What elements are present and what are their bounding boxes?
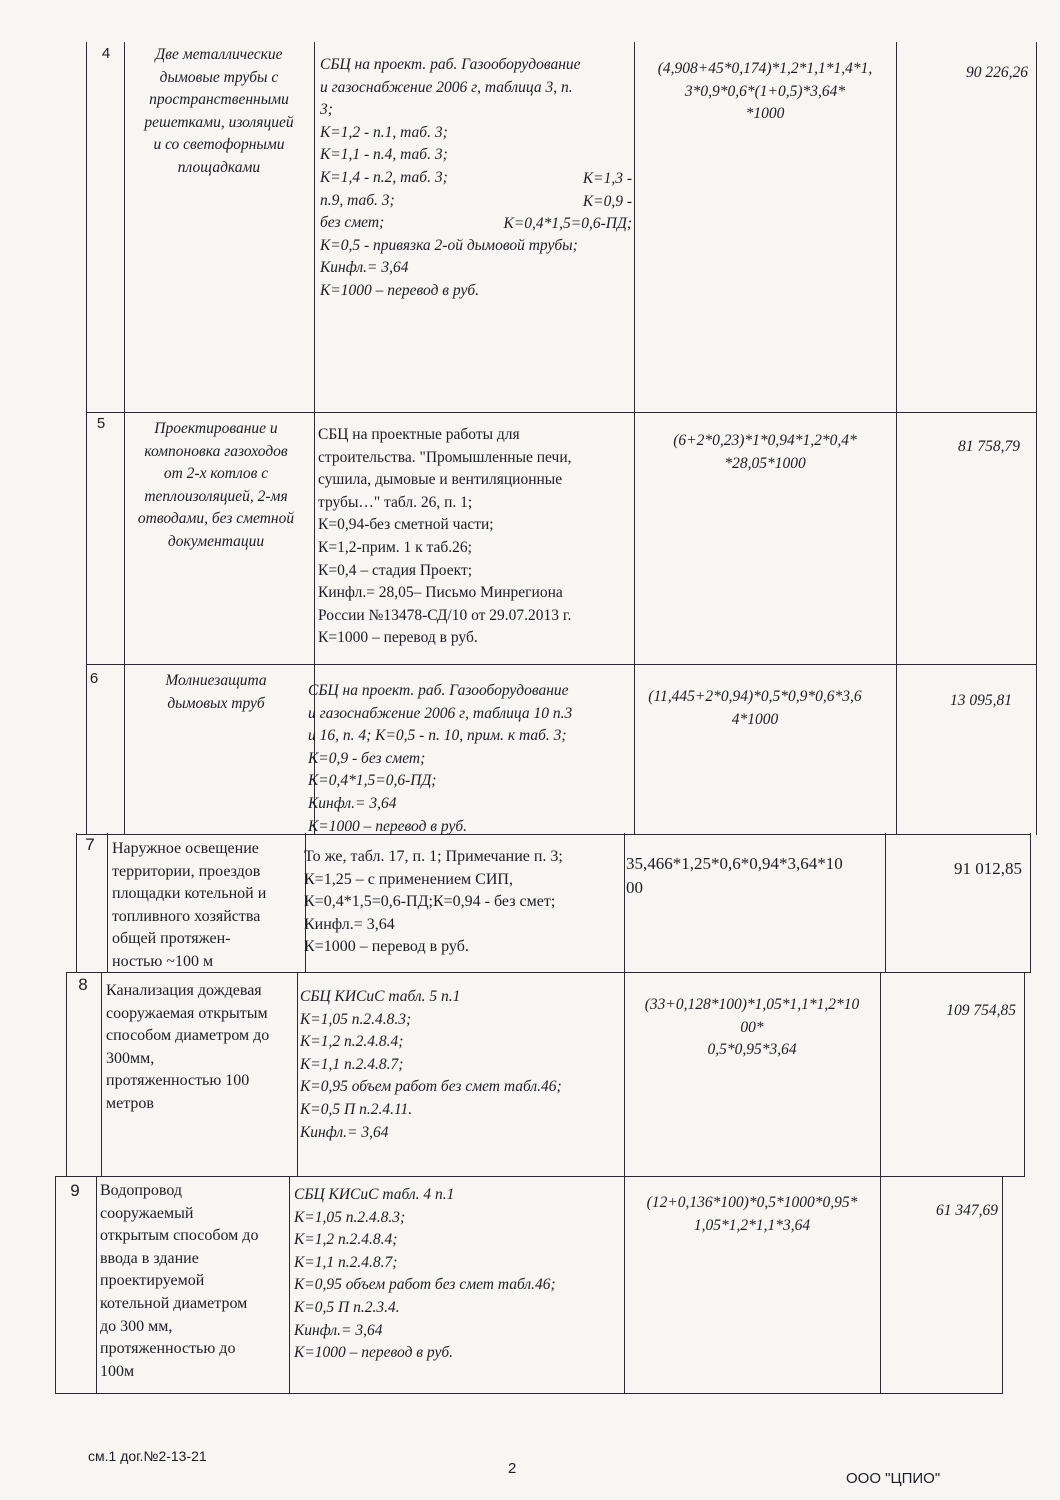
text-line: К=0,95 объем работ без смет табл.46;	[294, 1276, 556, 1294]
text-line: К=1,25 – с применением СИП,	[304, 870, 513, 888]
grid-line	[55, 1393, 1003, 1394]
page-number: 2	[508, 1460, 517, 1477]
calculation	[626, 994, 878, 1062]
text-line: общей протяжен-	[112, 930, 231, 948]
text-line: К=1,2 - п.1, таб. 3;	[320, 123, 448, 141]
text-line: К=1,3 -	[582, 170, 632, 187]
cost-value: 91 012,85	[954, 859, 1022, 878]
grid-line	[86, 412, 1037, 413]
text-line: решетками, изоляцией	[144, 113, 294, 131]
grid-line	[107, 833, 108, 973]
text-line: К=0,9 - без смет;	[308, 749, 426, 767]
text-line: 1,05*1,2*1,1*3,64	[693, 1216, 811, 1234]
text-line: К=1000 – перевод в руб.	[308, 817, 467, 835]
grid-line	[1002, 1176, 1003, 1394]
text-line: СБЦ КИСиС табл. 5 п.1	[300, 988, 461, 1005]
text-line: К=1,2 п.2.4.8.4;	[294, 1231, 398, 1249]
text-line: К=1000 – перевод в руб.	[304, 938, 469, 956]
text-line: протяженностью до	[100, 1340, 236, 1358]
text-line: К=1,2-прим. 1 к таб.26;	[318, 538, 472, 556]
work-name	[120, 418, 312, 554]
calculation	[626, 1192, 878, 1237]
calculation	[636, 58, 894, 126]
text-line: и 16, п. 4; К=0,5 - п. 10, прим. к таб. 3;	[308, 727, 567, 745]
text-line: К=0,94-без сметной части;	[318, 516, 494, 534]
grid-line	[880, 972, 881, 1394]
cost-value: 109 754,85	[946, 1002, 1016, 1019]
grid-line	[86, 42, 87, 835]
text-line: от 2-х котлов с	[163, 465, 269, 483]
basis-text	[294, 1184, 622, 1365]
text-line: сушила, дымовые и вентиляционные	[318, 471, 563, 489]
text-line: ностью ~100 м	[112, 952, 214, 970]
text-line: и газоснабжение 2006 г, таблица 10 п.3	[308, 704, 573, 722]
text-line: котельной диаметром	[100, 1294, 248, 1312]
row-number: 8	[78, 975, 88, 994]
text-line: 3*0,9*0,6*(1+0,5)*3,64*	[684, 82, 846, 100]
text-line: отводами, без сметной	[137, 510, 295, 528]
text-line: Проектирование и	[154, 420, 278, 437]
row-number: 5	[96, 415, 106, 432]
basis-text-right	[470, 168, 632, 236]
text-line: К=0,4 – стадия Проект;	[318, 561, 473, 579]
text-line: площадками	[177, 158, 261, 176]
text-line: К=1,2 п.2.4.8.4;	[300, 1033, 404, 1051]
grid-line	[289, 1176, 290, 1394]
row-number: 4	[101, 45, 111, 62]
text-line: теплоизоляцией, 2-мя	[144, 487, 288, 505]
grid-line	[1030, 833, 1031, 973]
cost-value: 13 095,81	[950, 692, 1012, 709]
grid-line	[66, 972, 67, 1177]
text-line: То же, табл. 17, п. 1; Примечание п. 3;	[304, 848, 563, 865]
text-line: территории, проездов	[112, 862, 261, 880]
text-line: проектируемой	[100, 1272, 205, 1290]
text-line: строительства. "Промышленные печи,	[318, 448, 572, 466]
text-line: К=0,95 объем работ без смет табл.46;	[300, 1078, 562, 1096]
text-line: до 300 мм,	[100, 1317, 173, 1335]
text-line: сооружаемый	[100, 1204, 194, 1222]
text-line: СБЦ на проектные работы для	[318, 426, 520, 443]
text-line: К=0,5 П п.2.3.4.	[294, 1298, 400, 1316]
text-line: 100м	[100, 1362, 135, 1380]
text-line: 00	[626, 878, 643, 897]
basis-text	[318, 424, 632, 650]
text-line: К=1000 – перевод в руб.	[294, 1344, 453, 1362]
text-line: К=0,5 - привязка 2-ой дымовой трубы;	[320, 236, 578, 254]
text-line: К=1,1 - п.4, таб. 3;	[320, 146, 448, 164]
text-line: Кинфл.= 3,64	[300, 1123, 389, 1141]
text-line: *28,05*1000	[724, 454, 806, 472]
text-line: К=1,4 - п.2, таб. 3;	[320, 168, 448, 186]
row-number: 6	[89, 670, 99, 687]
text-line: компоновка газоходов	[144, 442, 288, 460]
text-line: К=0,5 П п.2.4.11.	[300, 1100, 413, 1118]
footer-reference: см.1 дог.№2-13-21	[88, 1448, 207, 1464]
text-line: 35,466*1,25*0,6*0,94*3,64*10	[626, 854, 843, 873]
text-line: 0,5*0,95*3,64	[707, 1041, 797, 1059]
text-line: К=1,05 п.2.4.8.3;	[300, 1010, 412, 1028]
text-line: К=0,4*1,5=0,6-ПД;К=0,94 - без смет;	[304, 893, 556, 911]
grid-line	[1036, 42, 1037, 835]
text-line: Водопровод	[100, 1182, 183, 1199]
text-line: (6+2*0,23)*1*0,94*1,2*0,4*	[673, 432, 857, 449]
work-name	[100, 1180, 288, 1383]
text-line: К=0,4*1,5=0,6-ПД;	[308, 772, 437, 790]
grid-line	[55, 1176, 1025, 1177]
grid-line	[624, 833, 625, 1393]
calculation	[626, 852, 884, 900]
text-line: п.9, таб. 3;	[320, 191, 395, 209]
text-line: Кинфл.= 3,64	[308, 794, 397, 812]
text-line: протяженностью 100	[106, 1072, 250, 1090]
text-line: России №13478-СД/10 от 29.07.2013 г.	[318, 606, 572, 624]
calculation	[626, 686, 884, 731]
text-line: Две металлические	[155, 46, 283, 63]
text-line: сооружаемая открытым	[106, 1004, 268, 1022]
cost-value: 81 758,79	[958, 438, 1020, 455]
text-line: дымовых труб	[167, 694, 265, 712]
text-line: метров	[106, 1094, 154, 1112]
work-name	[106, 980, 298, 1116]
text-line: Кинфл.= 3,64	[320, 259, 409, 277]
text-line: К=1,1 п.2.4.8.7;	[300, 1055, 404, 1073]
row-number: 7	[85, 835, 95, 854]
text-line: (33+0,128*100)*1,05*1,1*1,2*10	[644, 996, 860, 1013]
company-name: ООО "ЦПИО"	[846, 1470, 941, 1487]
text-line: трубы…" табл. 26, п. 1;	[318, 493, 473, 511]
text-line: Канализация дождевая	[106, 982, 262, 999]
text-line: СБЦ на проект. раб. Газооборудование	[320, 56, 581, 73]
text-line: К=0,4*1,5=0,6-ПД;	[503, 215, 632, 233]
basis-text	[308, 680, 632, 838]
text-line: площадки котельной и	[112, 885, 267, 903]
grid-line	[885, 833, 886, 973]
grid-line	[1024, 972, 1025, 1177]
grid-line	[55, 1176, 56, 1394]
text-line: 3;	[320, 101, 333, 119]
text-line: СБЦ на проект. раб. Газооборудование	[308, 682, 569, 699]
work-name	[120, 670, 312, 715]
text-line: К=1,05 п.2.4.8.3;	[294, 1208, 406, 1226]
basis-text	[304, 846, 622, 959]
text-line: дымовые трубы с	[159, 68, 279, 86]
text-line: К=1,1 п.2.4.8.7;	[294, 1253, 398, 1271]
text-line: Молниезащита	[165, 672, 267, 689]
work-name	[126, 44, 312, 180]
basis-text	[300, 986, 622, 1144]
text-line: и газоснабжение 2006 г, таблица 3, п.	[320, 78, 573, 96]
text-line: (4,908+45*0,174)*1,2*1,1*1,4*1,	[657, 60, 873, 77]
text-line: без смет;	[320, 214, 385, 232]
text-line: открытым способом до	[100, 1227, 259, 1245]
text-line: Кинфл.= 28,05– Письмо Минрегиона	[318, 584, 563, 602]
text-line: способом диаметром до	[106, 1027, 270, 1045]
text-line: 300мм,	[106, 1049, 155, 1067]
calculation	[636, 430, 894, 475]
text-line: документации	[167, 532, 265, 550]
cost-value: 90 226,26	[966, 64, 1028, 81]
text-line: СБЦ КИСиС табл. 4 п.1	[294, 1186, 455, 1203]
text-line: ввода в здание	[100, 1249, 199, 1267]
work-name	[112, 838, 304, 974]
text-line: (12+0,136*100)*0,5*1000*0,95*	[646, 1194, 858, 1211]
grid-line	[86, 664, 1037, 665]
text-line: К=1000 – перевод в руб.	[318, 629, 478, 647]
text-line: и со светофорными	[153, 136, 285, 154]
text-line: пространственными	[149, 91, 289, 109]
text-line: 4*1000	[731, 710, 779, 728]
text-line: Наружное освещение	[112, 840, 259, 857]
cost-value: 61 347,69	[936, 1202, 998, 1219]
row-number: 9	[70, 1181, 80, 1200]
text-line: К=0,9 -	[582, 192, 632, 210]
text-line: Кинфл.= 3,64	[304, 915, 395, 933]
text-line: 00*	[740, 1018, 764, 1036]
text-line: Кинфл.= 3,64	[294, 1321, 383, 1339]
text-line: *1000	[745, 105, 785, 123]
text-line: топливного хозяйства	[112, 907, 261, 925]
text-line: К=1000 – перевод в руб.	[320, 281, 479, 299]
grid-line	[101, 972, 102, 1177]
text-line: (11,445+2*0,94)*0,5*0,9*0,6*3,6	[648, 688, 862, 705]
grid-line	[96, 1176, 97, 1394]
